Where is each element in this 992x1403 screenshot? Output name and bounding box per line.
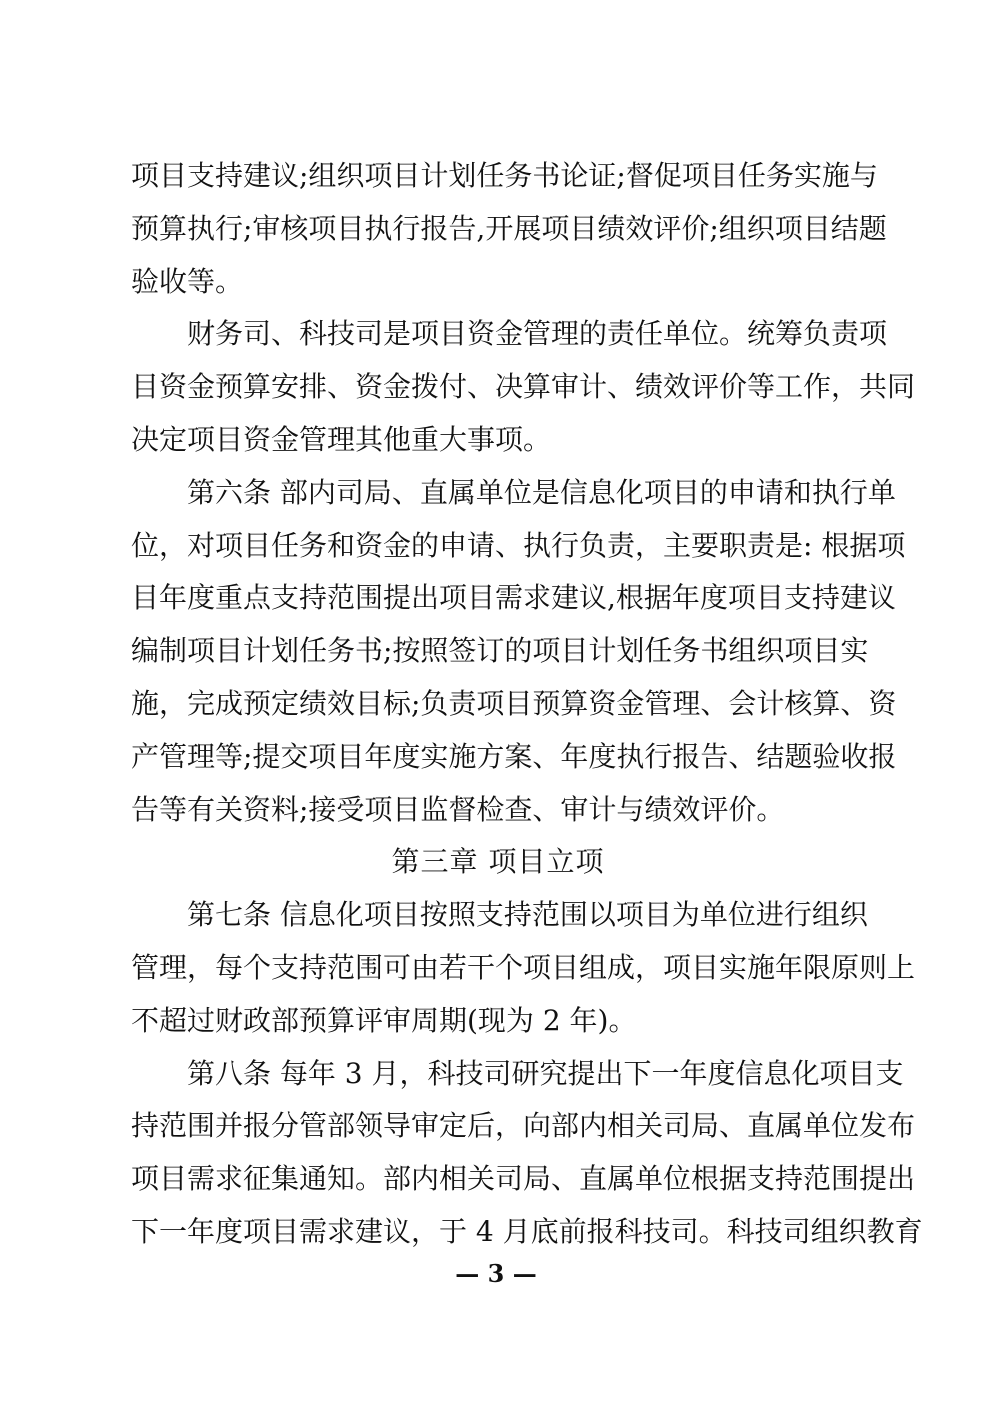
text-line: 下一年度项目需求建议，于 4 月底前报科技司。科技司组织教育 — [131, 1214, 923, 1248]
text-line: 产管理等;提交项目年度实施方案、年度执行报告、结题验收报 — [131, 739, 897, 773]
text-line: 目资金预算安排、资金拨付、决算审计、绩效评价等工作，共同 — [131, 370, 916, 404]
text-line: 目年度重点支持范围提出项目需求建议,根据年度项目支持建议 — [131, 581, 896, 615]
text-line: 不超过财政部预算评审周期(现为 2 年)。 — [131, 1003, 637, 1037]
article-seven-start: 第七条 信息化项目按照支持范围以项目为单位进行组织 — [187, 898, 868, 932]
text-line: 持范围并报分管部领导审定后，向部内相关司局、直属单位发布 — [131, 1109, 916, 1143]
text-line: 项目需求征集通知。部内相关司局、直属单位根据支持范围提出 — [131, 1162, 916, 1196]
text-line: 管理，每个支持范围可由若干个项目组成，项目实施年限原则上 — [131, 950, 916, 984]
text-line: 决定项目资金管理其他重大事项。 — [131, 422, 552, 456]
text-line: 施，完成预定绩效目标;负责项目预算资金管理、会计核算、资 — [131, 686, 897, 720]
text-line: 位，对项目任务和资金的申请、执行负责，主要职责是: 根据项 — [131, 528, 906, 562]
document-body — [131, 150, 923, 1259]
text-line: 告等有关资料;接受项目监督检查、审计与绩效评价。 — [131, 792, 785, 826]
text-line: 预算执行;审核项目执行报告,开展项目绩效评价;组织项目结题 — [131, 211, 887, 245]
page-number: — 3 — — [455, 1259, 537, 1288]
article-six-start: 第六条 部内司局、直属单位是信息化项目的申请和执行单 — [187, 475, 896, 509]
chapter-heading: 第三章 项目立项 — [391, 845, 605, 879]
article-eight-start: 第八条 每年 3 月，科技司研究提出下一年度信息化项目支 — [187, 1056, 904, 1090]
text-line: 项目支持建议;组织项目计划任务书论证;督促项目任务实施与 — [131, 159, 878, 192]
text-line: 编制项目计划任务书;按照签订的项目计划任务书组织项目实 — [131, 634, 869, 668]
text-line: 验收等。 — [131, 264, 244, 298]
text-line: 财务司、科技司是项目资金管理的责任单位。统筹负责项 — [187, 317, 888, 351]
